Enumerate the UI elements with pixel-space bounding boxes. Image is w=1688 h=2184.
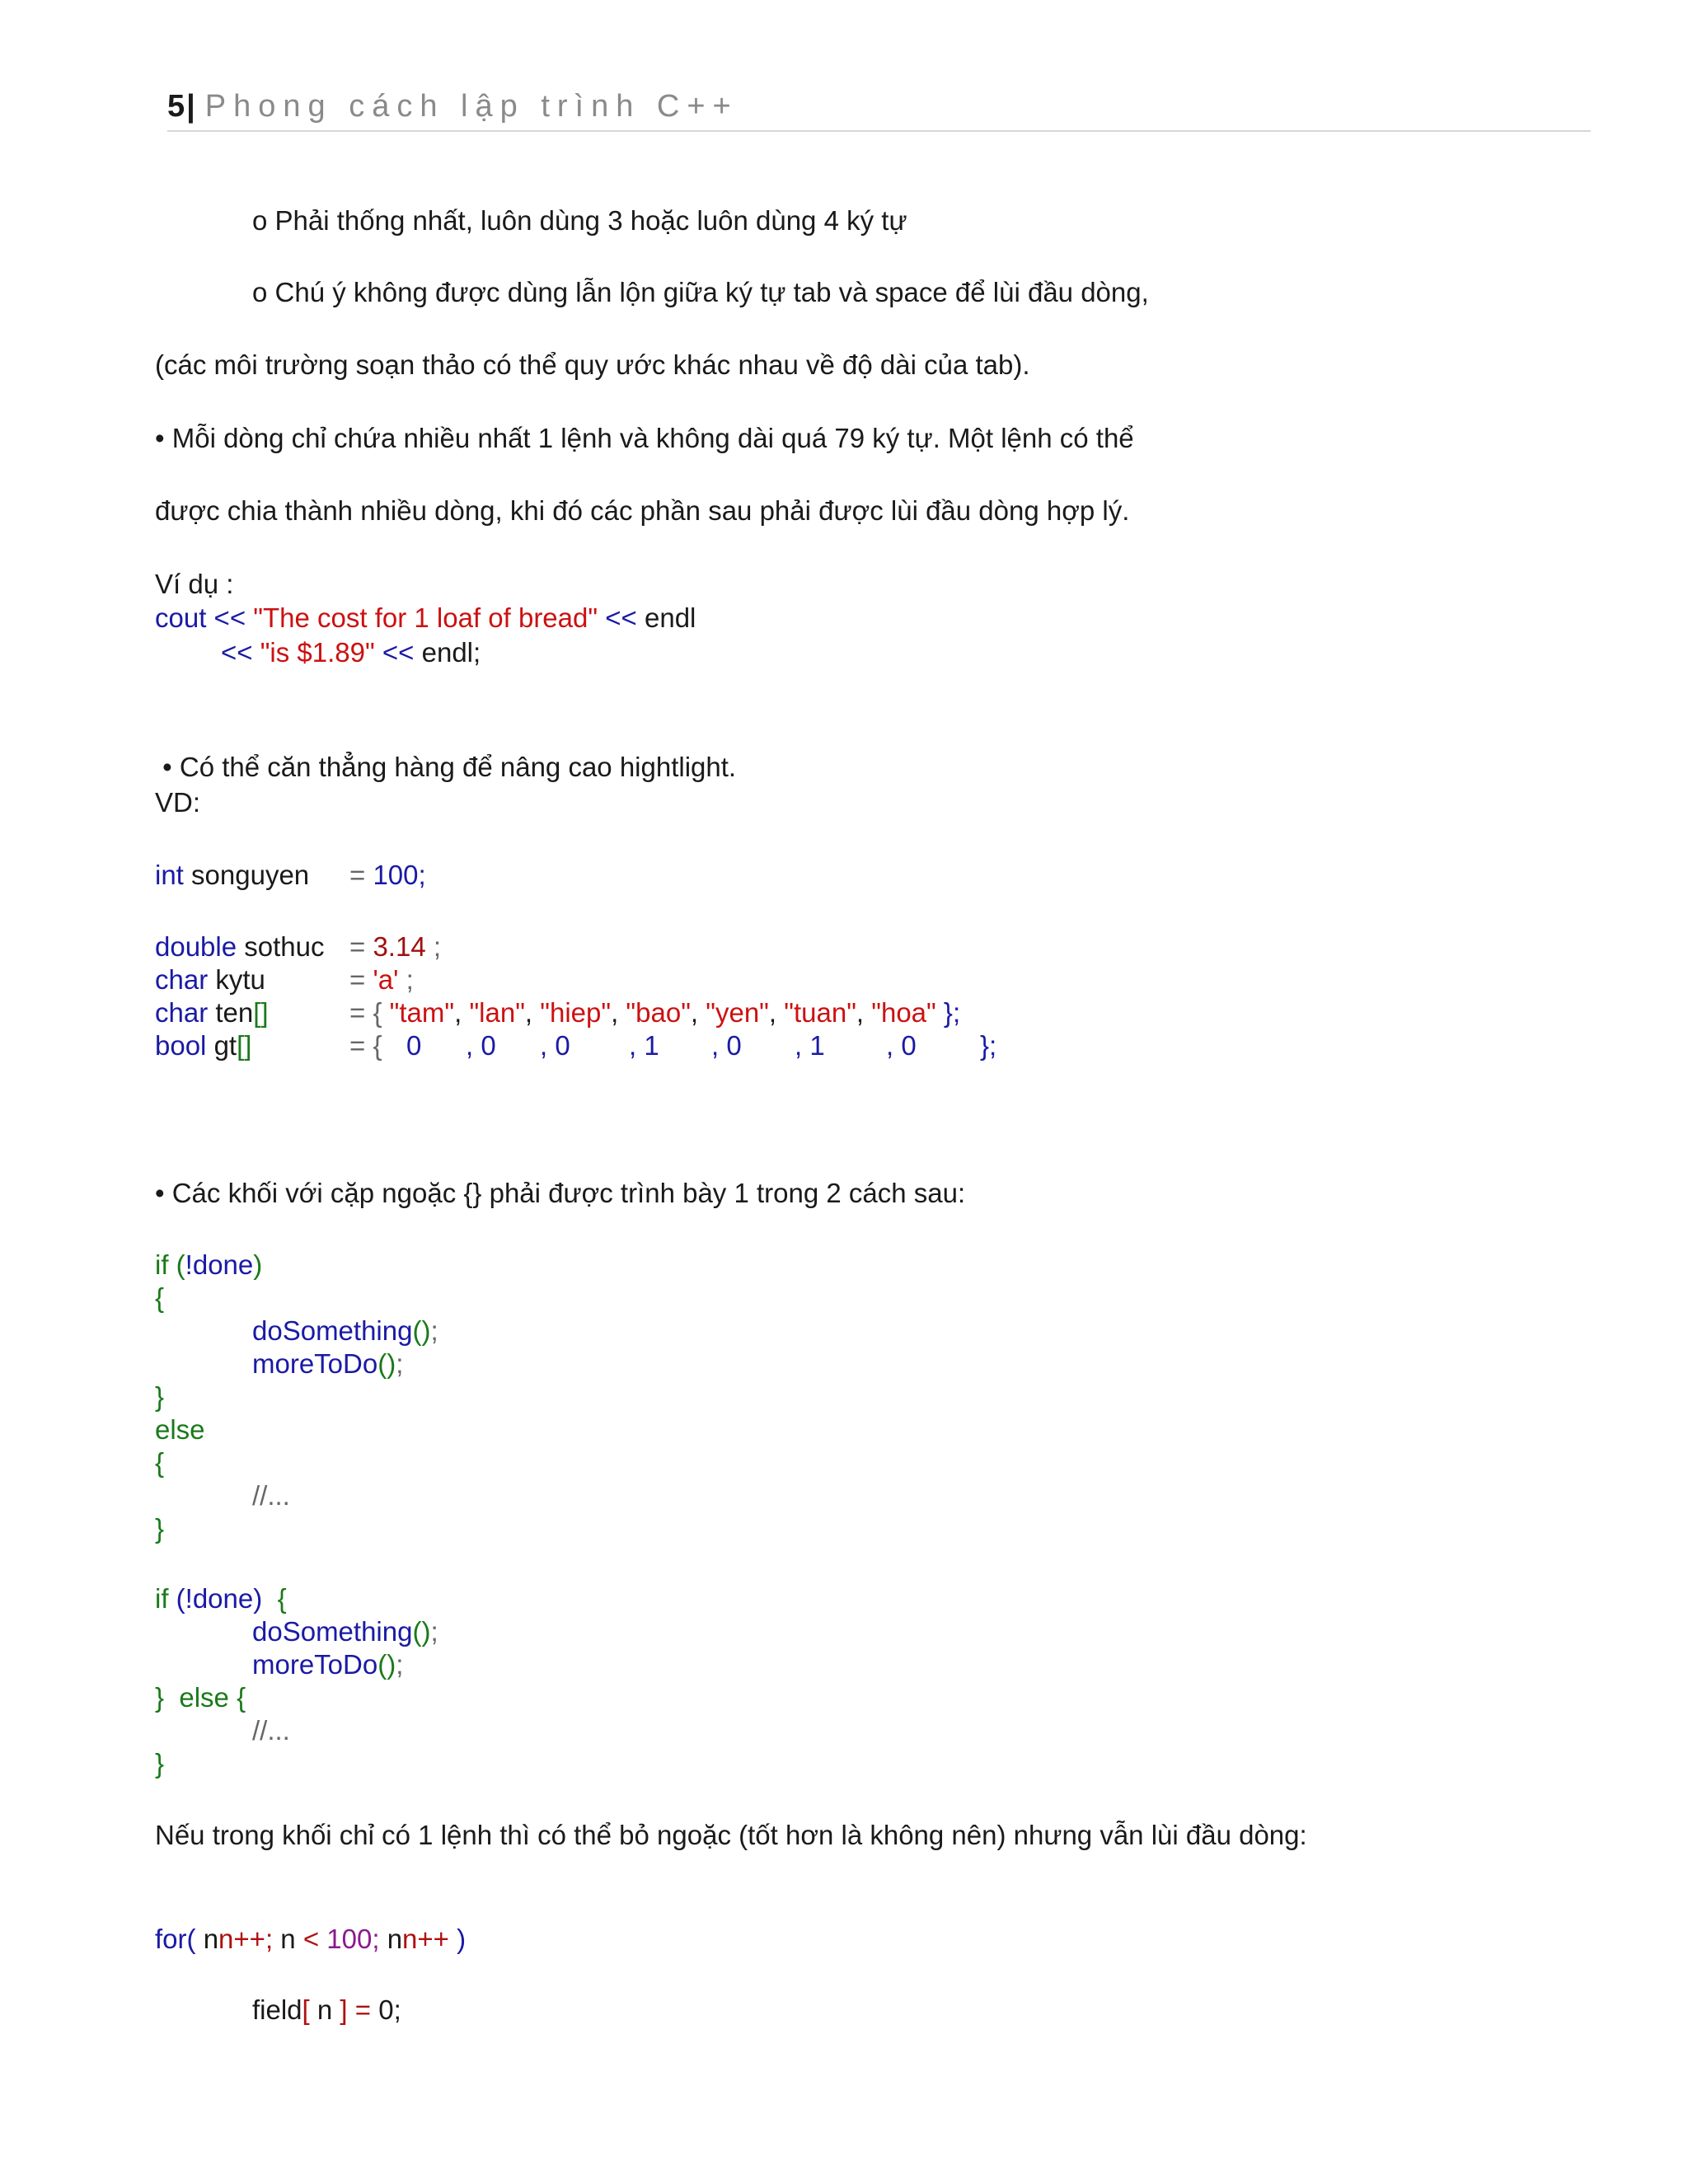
code-if1-call1: doSomething(); (252, 1315, 438, 1346)
page-header (167, 91, 738, 122)
paragraph-indent-consistency: o Phải thống nhất, luôn dùng 3 hoặc luôn dùng 4 ký tự (252, 205, 907, 236)
paragraph-line-length: • Mỗi dòng chỉ chứa nhiều nhất 1 lệnh và không dài quá 79 ký tự. Một lệnh có thể (155, 423, 1134, 453)
paragraph-single-statement: Nếu trong khối chỉ có 1 lệnh thì có thể bỏ ngoặc (tốt hơn là không nên) nhưng vẫn lùi đầu dòng: (155, 1820, 1307, 1850)
code-cout-line-1: cout << "The cost for 1 loaf of bread" << endl (155, 602, 696, 633)
code-bool-item: , 0 (886, 1030, 917, 1061)
code-if1-comment: //... (252, 1480, 290, 1511)
code-char-decl: char kytu (155, 964, 265, 995)
header-separator: | (186, 89, 199, 124)
code-chararr-value: = { "tam", "lan", "hiep", "bao", "yen", "tuan", "hoa" }; (349, 997, 961, 1028)
code-chararr-decl: char ten[] (155, 997, 269, 1028)
code-if1-open-brace: { (155, 1282, 165, 1313)
header-rule (167, 130, 1591, 132)
paragraph-alignment: • Có thể căn thẳng hàng để nâng cao hightlight. (155, 752, 737, 782)
example-label: Ví dụ : (155, 569, 234, 599)
code-bool-item: , 1 (629, 1030, 659, 1061)
code-bool-item: , 0 (466, 1030, 496, 1061)
code-if2-else: } else { (155, 1682, 246, 1713)
code-for-line: for( nn++; n < 100; nn++ ) (155, 1924, 467, 1954)
code-int-decl: int songuyen (155, 860, 310, 890)
paragraph-tab-space: o Chú ý không được dùng lẫn lộn giữa ký tự tab và space để lùi đầu dòng, (252, 277, 1149, 307)
code-if1-else-open: { (155, 1447, 165, 1478)
document-title: Phong cách lập trình C++ (204, 89, 738, 124)
code-if1-else-close: } (155, 1513, 165, 1544)
page-number: 5 (167, 89, 187, 124)
vd-label: VD: (155, 787, 201, 818)
code-if2-close-brace: } (155, 1748, 165, 1779)
code-double-decl: double sothuc (155, 931, 325, 962)
paragraph-braces: • Các khối với cặp ngoặc {} phải được trình bày 1 trong 2 cách sau: (155, 1178, 966, 1208)
code-bool-decl: bool gt[] (155, 1030, 252, 1061)
code-bool-item: , 1 (795, 1030, 825, 1061)
code-if1-close-brace: } (155, 1381, 165, 1412)
code-field-line: field[ n ] = 0; (252, 1994, 401, 2025)
code-if2-comment: //... (252, 1715, 290, 1746)
code-char-value: = 'a' ; (349, 964, 414, 995)
code-bool-item: , 0 (540, 1030, 570, 1061)
code-if2-call2: moreToDo(); (252, 1649, 404, 1680)
code-bool-item: , 0 (711, 1030, 742, 1061)
code-bool-end: }; (980, 1030, 997, 1061)
code-int-value: = 100; (349, 860, 426, 890)
code-double-value: = 3.14 ; (349, 931, 442, 962)
paragraph-line-split: được chia thành nhiều dòng, khi đó các phần sau phải được lùi đầu dòng hợp lý. (155, 495, 1130, 526)
code-if1-condition: if (!done) (155, 1249, 263, 1280)
code-if1-else: else (155, 1414, 205, 1445)
code-cout-line-2: << "is $1.89" << endl; (221, 637, 481, 668)
code-bool-item: 0 (406, 1030, 422, 1061)
paragraph-tab-note: (các môi trường soạn thảo có thể quy ước khác nhau về độ dài của tab). (155, 349, 1030, 380)
code-if2-call1: doSomething(); (252, 1616, 438, 1647)
code-bool-eq: = { (349, 1030, 382, 1061)
code-if1-call2: moreToDo(); (252, 1348, 404, 1379)
code-if2-condition: if (!done) { (155, 1583, 287, 1614)
